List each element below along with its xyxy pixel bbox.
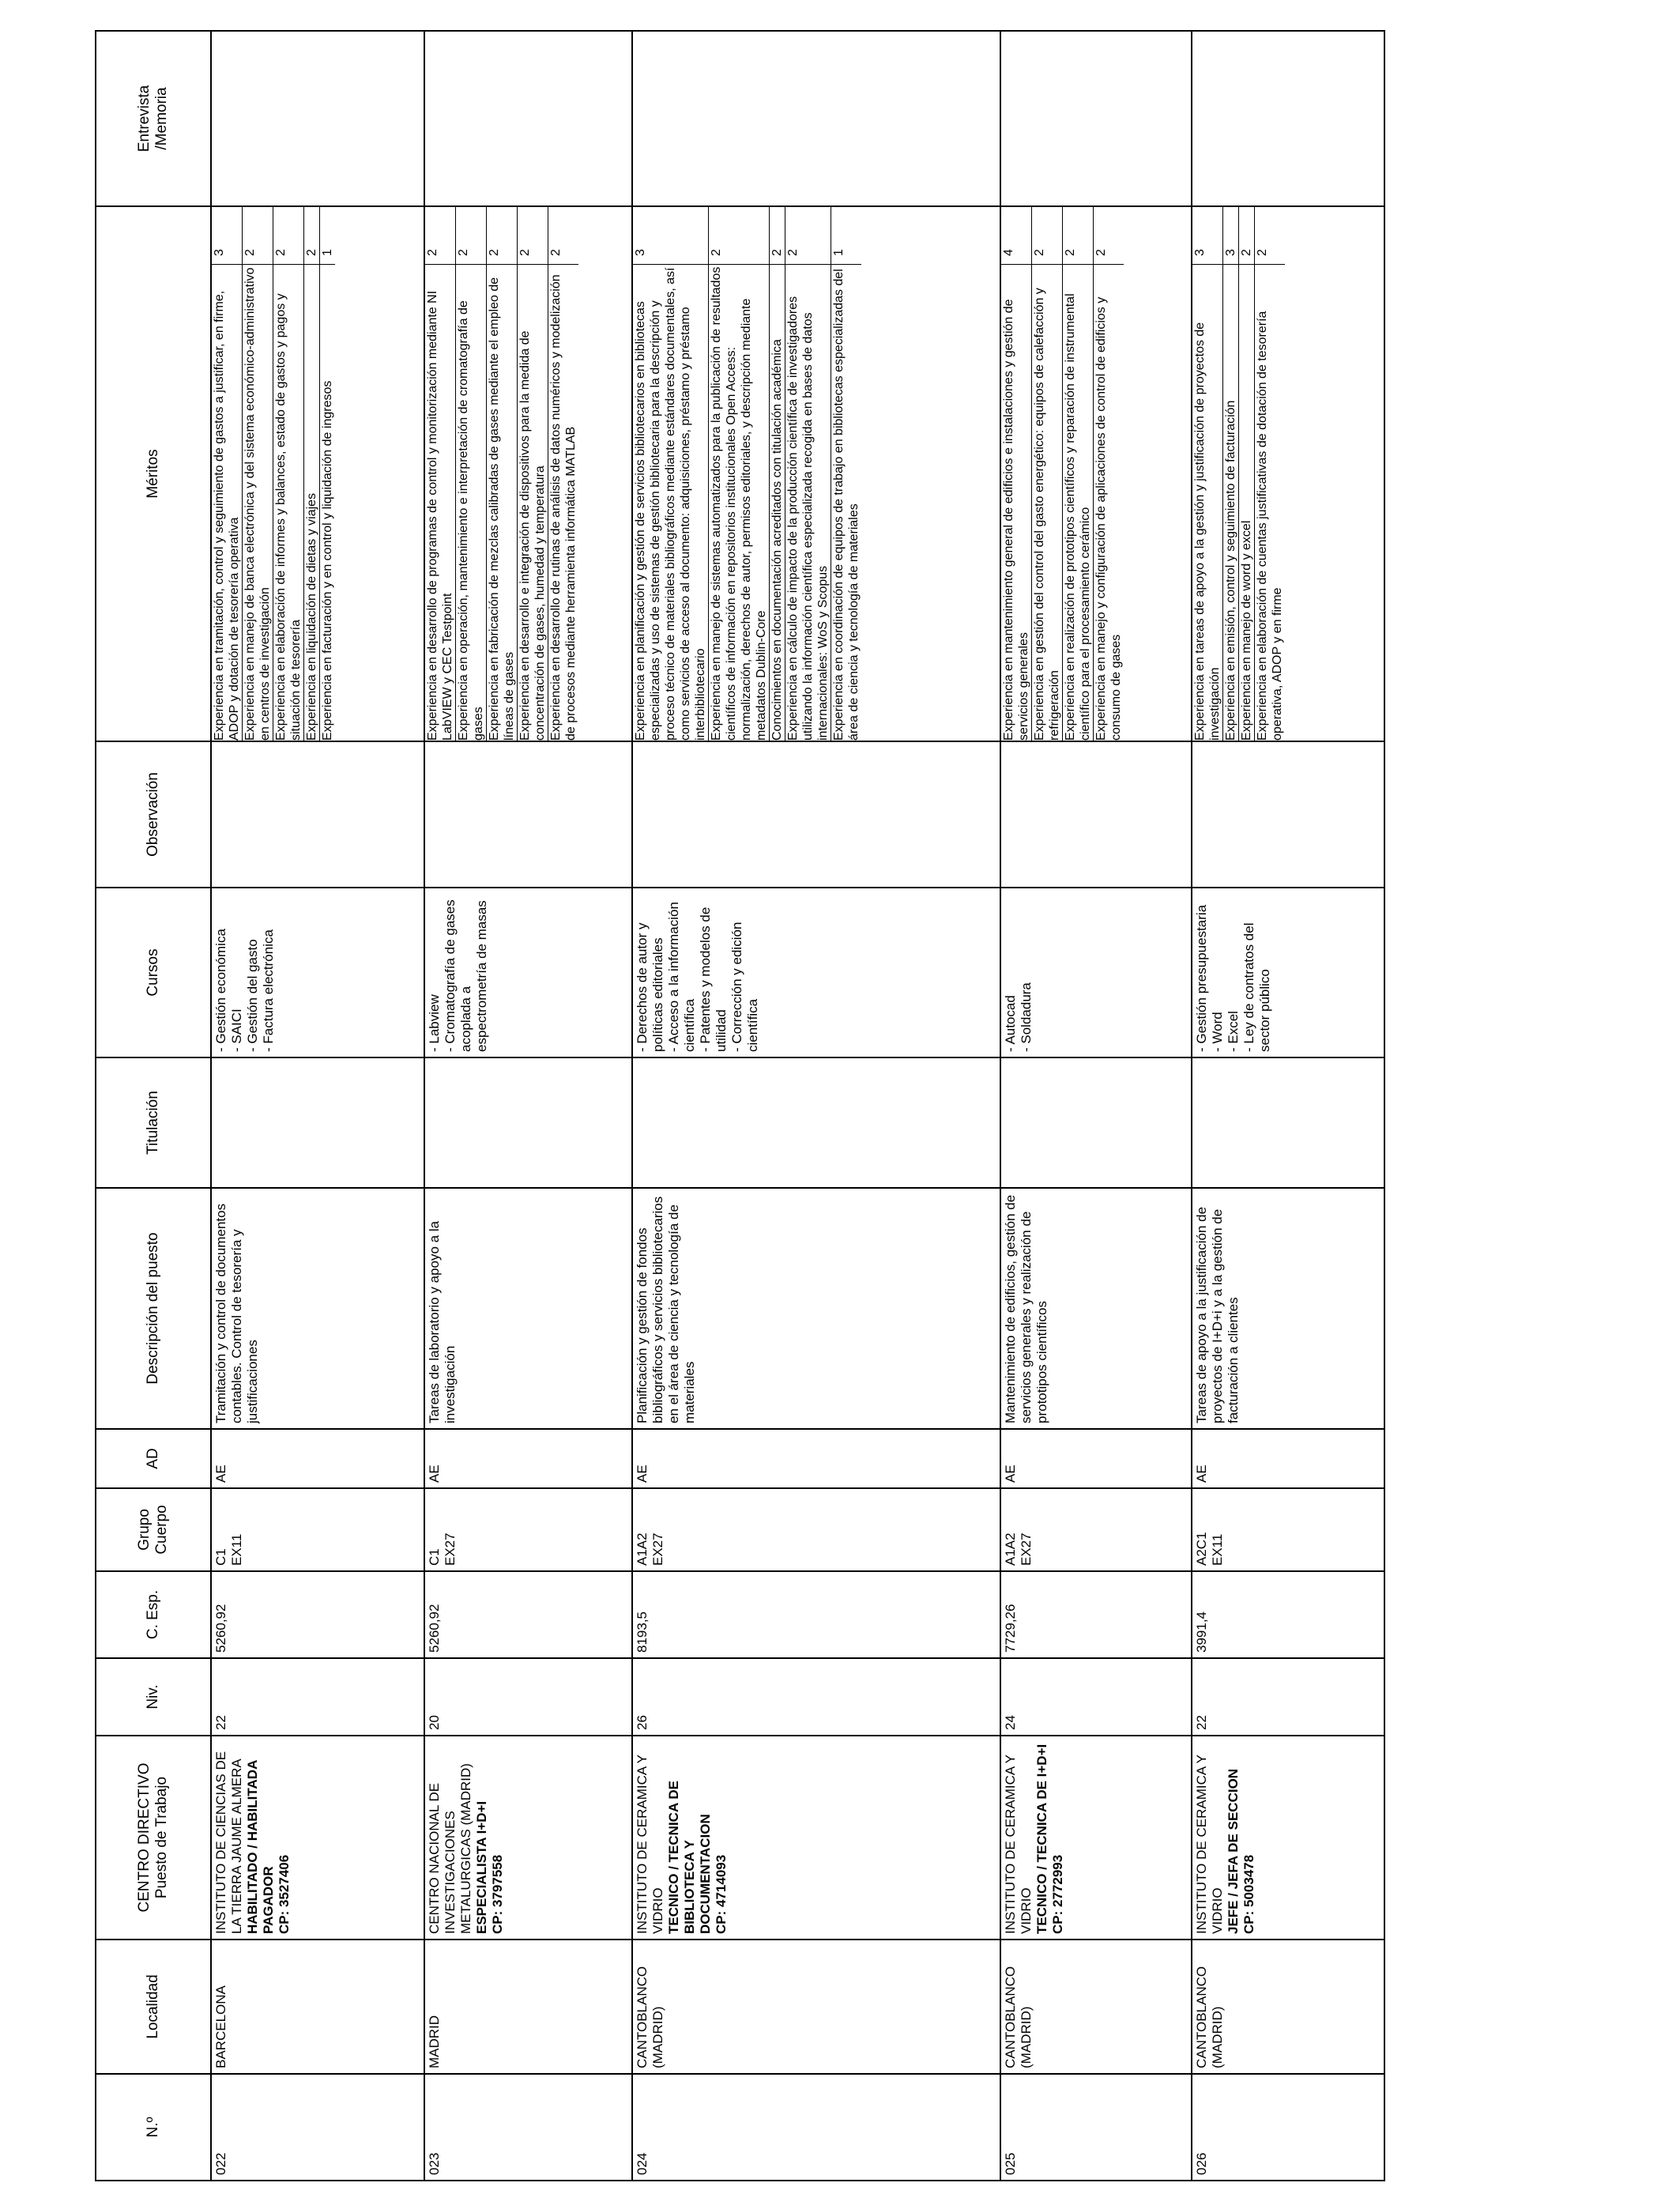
- merito-text: Experiencia en fabricación de mezclas calibradas de gases mediante el empleo de líneas de gases: [487, 265, 518, 741]
- cell-entrevista: [424, 31, 632, 206]
- merito-text: Experiencia en operación, mantenimiento e interpretación de cromatografía de gases: [456, 265, 487, 741]
- cell-cursos: [211, 888, 424, 1057]
- cell-meritos: [1000, 206, 1192, 741]
- cell-titulacion: [632, 1057, 1000, 1188]
- ad-value: AE: [1194, 1465, 1209, 1483]
- cell-observacion: [211, 741, 424, 888]
- row-number: 022: [213, 2152, 228, 2175]
- cell-cesp: [1000, 1571, 1192, 1658]
- cell-cesp: [632, 1571, 1000, 1658]
- merito-item: [1239, 207, 1255, 741]
- merito-text: Experiencia en desarrollo de programas de control y monitorización mediante NI LabVIEW y CEC Testpoint: [425, 265, 456, 741]
- cell-grupo: [424, 1488, 632, 1571]
- cell-observacion: [632, 741, 1000, 888]
- merito-points: 4: [1001, 207, 1032, 265]
- cell-ad: [632, 1429, 1000, 1488]
- merito-points: 2: [487, 207, 518, 265]
- cell-descripcion: [211, 1188, 424, 1429]
- merito-points: 1: [320, 207, 336, 265]
- grupo-cuerpo-value: A1A2 EX27: [1003, 1532, 1034, 1566]
- centro-name: INSTITUTO DE CERAMICA Y VIDRIO: [635, 1755, 665, 1934]
- descripcion-text: Tareas de apoyo a la justificación de proyectos de I+D+i y a la gestión de facturación a clientes: [1194, 1206, 1241, 1423]
- descripcion-text: Mantenimiento de edificios, gestión de servicios generales y realización de prototipos científicos: [1003, 1194, 1049, 1423]
- cell-titulacion: [211, 1057, 424, 1188]
- merito-text: Experiencia en emisión, control y seguimiento de facturación: [1223, 265, 1239, 741]
- merito-item: [518, 207, 548, 741]
- complemento-value: 5260,92: [427, 1604, 442, 1653]
- merito-item: [1032, 207, 1063, 741]
- merito-points: 2: [1239, 207, 1255, 265]
- cell-niv: [1000, 1658, 1192, 1736]
- merito-item: [1001, 207, 1032, 741]
- cell-grupo: [632, 1488, 1000, 1571]
- cp-code: CP: 3797558: [490, 1854, 505, 1934]
- cell-ad: [1000, 1429, 1192, 1488]
- header-descripcion: Descripción del puesto: [96, 1188, 211, 1429]
- header-cesp: C. Esp.: [96, 1571, 211, 1658]
- puesto-name: ESPECIALISTA I+D+I: [474, 1800, 489, 1934]
- header-niv: Niv.: [96, 1658, 211, 1736]
- nivel-value: 20: [427, 1715, 442, 1730]
- cursos-text: - Gestión presupuestaria - Word - Excel - Ley de contratos del sector público: [1194, 904, 1272, 1052]
- cell-descripcion: [424, 1188, 632, 1429]
- cell-num: [1000, 2074, 1192, 2181]
- cp-code: CP: 4714093: [714, 1854, 729, 1934]
- cell-meritos: [632, 206, 1000, 741]
- complemento-value: 7729,26: [1003, 1604, 1018, 1653]
- cell-cursos: [1192, 888, 1384, 1057]
- merito-item: [243, 207, 273, 741]
- cell-localidad: [1000, 1940, 1192, 2074]
- merito-text: Experiencia en tramitación, control y seguimiento de gastos a justificar, en firme, ADOP y dotación de tesorería operativa: [212, 265, 243, 741]
- merito-text: Experiencia en coordinación de equipos de trabajo en bibliotecas especializadas del área de ciencia y tecnología de materiales: [832, 269, 861, 741]
- cursos-text: - Gestión económica - SAICI - Gestión del gasto - Factura electrónica: [213, 929, 276, 1052]
- positions-table: [95, 30, 1385, 2181]
- centro-name: INSTITUTO DE CERAMICA Y VIDRIO: [1194, 1755, 1225, 1934]
- cell-grupo: [1192, 1488, 1384, 1571]
- ad-value: AE: [1003, 1465, 1018, 1483]
- row-number: 026: [1194, 2152, 1209, 2175]
- grupo-cuerpo-value: C1 EX27: [427, 1532, 458, 1566]
- cell-cursos: [424, 888, 632, 1057]
- nivel-value: 26: [635, 1715, 650, 1730]
- cell-grupo: [1000, 1488, 1192, 1571]
- cursos-text: - Derechos de autor y políticas editoriales - Acceso a la información científica - Patentes y modelos de utilidad - Corrección y edición científica: [635, 902, 760, 1052]
- cursos-text: - Labview - Cromatografía de gases acoplada a espectrometría de masas: [427, 899, 489, 1052]
- cell-niv: [424, 1658, 632, 1736]
- merito-item: [785, 207, 831, 741]
- descripcion-text: Planificación y gestión de fondos bibliográficos y servicios bibliotecarios en el área de ciencia y tecnología de materiales: [635, 1196, 697, 1423]
- cell-entrevista: [1192, 31, 1384, 206]
- cp-code: CP: 5003478: [1241, 1854, 1256, 1934]
- merito-item: [1192, 207, 1223, 741]
- merito-item: [548, 207, 579, 741]
- cp-code: CP: 2772993: [1050, 1854, 1065, 1934]
- nivel-value: 24: [1003, 1715, 1018, 1730]
- ad-value: AE: [427, 1465, 442, 1483]
- cell-meritos: [1192, 206, 1384, 741]
- cell-localidad: [424, 1940, 632, 2074]
- merito-points: 2: [1255, 207, 1286, 265]
- merito-points: 2: [243, 207, 273, 265]
- puesto-name: JEFE / JEFA DE SECCION: [1226, 1768, 1241, 1934]
- merito-points: 2: [548, 207, 579, 265]
- merito-item: [1094, 207, 1124, 741]
- cell-observacion: [1000, 741, 1192, 888]
- cell-cesp: [1192, 1571, 1384, 1658]
- cell-titulacion: [424, 1057, 632, 1188]
- cell-descripcion: [632, 1188, 1000, 1429]
- header-meritos: Méritos: [96, 206, 211, 741]
- merito-text: Experiencia en manejo de word y excel: [1239, 265, 1255, 741]
- localidad-text: CANTOBLANCO (MADRID): [635, 1966, 665, 2068]
- cell-centro: [1000, 1736, 1192, 1940]
- merito-points: 3: [633, 207, 709, 265]
- row-number: 024: [635, 2152, 650, 2175]
- meritos-list: [1001, 207, 1124, 741]
- puesto-name: TECNICO / TECNICA DE BIBLIOTECA Y DOCUMENTACION: [666, 1781, 713, 1934]
- table-row: [211, 31, 424, 2181]
- merito-item: [770, 207, 785, 741]
- cell-meritos: [424, 206, 632, 741]
- cell-num: [211, 2074, 424, 2181]
- merito-text: Experiencia en gestión del control del gasto energético: equipos de calefacción y refrigeración: [1032, 265, 1063, 741]
- cell-titulacion: [1000, 1057, 1192, 1188]
- merito-points: 2: [785, 207, 831, 265]
- merito-points: 3: [212, 207, 243, 265]
- merito-text: Experiencia en desarrollo de rutinas de análisis de datos numéricos y modelización de procesos mediante herramienta informática MATLAB: [549, 274, 578, 741]
- cell-localidad: [211, 1940, 424, 2074]
- merito-item: [831, 207, 862, 741]
- merito-points: 2: [273, 207, 304, 265]
- descripcion-text: Tramitación y control de documentos contables. Control de tesorería y justificaciones: [213, 1203, 260, 1423]
- nivel-value: 22: [1194, 1715, 1209, 1730]
- complemento-value: 5260,92: [213, 1604, 228, 1653]
- meritos-list: [425, 207, 578, 741]
- cell-centro: [1192, 1736, 1384, 1940]
- merito-points: 2: [709, 207, 770, 265]
- ad-value: AE: [635, 1465, 650, 1483]
- merito-points: 2: [770, 207, 785, 265]
- descripcion-text: Tareas de laboratorio y apoyo a la investigación: [427, 1220, 458, 1423]
- centro-name: CENTRO NACIONAL DE INVESTIGACIONES METALURGICAS (MADRID): [427, 1763, 473, 1934]
- cell-cursos: [632, 888, 1000, 1057]
- cell-niv: [211, 1658, 424, 1736]
- cell-observacion: [1192, 741, 1384, 888]
- merito-text: Experiencia en elaboración de informes y balances, estado de gastos y pagos y situación de tesorería: [273, 265, 304, 741]
- centro-name: INSTITUTO DE CIENCIAS DE LA TIERRA JAUME ALMERA: [213, 1751, 244, 1934]
- merito-text: Experiencia en cálculo de impacto de la producción científica de investigadores utilizando la información científica especializada recogida en bases de datos internacionales: WoS y Scopus: [785, 265, 831, 741]
- merito-points: 1: [831, 207, 862, 265]
- merito-text: Experiencia en manejo y configuración de aplicaciones de control de edificios y consumo de gases: [1094, 296, 1123, 741]
- merito-points: 2: [1032, 207, 1063, 265]
- cell-descripcion: [1000, 1188, 1192, 1429]
- localidad-text: CANTOBLANCO (MADRID): [1194, 1966, 1225, 2068]
- merito-points: 3: [1223, 207, 1239, 265]
- table-row: [632, 31, 1000, 2181]
- cursos-text: - Autocad - Soldadura: [1003, 982, 1034, 1052]
- merito-text: Experiencia en tareas de apoyo a la gestión y justificación de proyectos de investigación: [1192, 265, 1223, 741]
- cp-code: CP: 3527406: [277, 1854, 292, 1934]
- cell-observacion: [424, 741, 632, 888]
- nivel-value: 22: [213, 1715, 228, 1730]
- merito-text: Experiencia en manejo de banca electrónica y del sistema económico-administrativo en centros de investigación: [243, 265, 273, 741]
- merito-item: [1063, 207, 1094, 741]
- header-observacion: Observación: [96, 741, 211, 888]
- grupo-cuerpo-value: A1A2 EX27: [635, 1532, 665, 1566]
- merito-item: [273, 207, 304, 741]
- cell-cursos: [1000, 888, 1192, 1057]
- merito-item: [212, 207, 243, 741]
- merito-text: Experiencia en liquidación de dietas y viajes: [304, 265, 320, 741]
- header-entrevista: Entrevista /Memoria: [96, 31, 211, 206]
- merito-item: [304, 207, 320, 741]
- cell-num: [1192, 2074, 1384, 2181]
- merito-text: Experiencia en planificación y gestión de servicios bibliotecarios en bibliotecas especializadas y uso de sistemas de gestión bibliotecaria para la descripción y proceso técnico de materiales bibliográficos mediante estándares documentales, así como servicios de acceso al documento: adquisiciones, préstamo y préstamo interbibliotecario: [633, 265, 709, 741]
- cell-centro: [632, 1736, 1000, 1940]
- merito-points: 2: [456, 207, 487, 265]
- merito-points: 2: [1094, 207, 1124, 265]
- row-number: 025: [1003, 2152, 1018, 2175]
- cell-niv: [1192, 1658, 1384, 1736]
- header-row: [96, 31, 211, 2181]
- cell-ad: [1192, 1429, 1384, 1488]
- merito-text: Experiencia en manejo de sistemas automatizados para la publicación de resultados científicos de información en repositorios institucionales Open Access: normalización, derechos de autor, permisos editoriales, y descripción mediante metadatos Dublin-Core: [709, 265, 770, 741]
- table-row: [424, 31, 632, 2181]
- merito-text: Conocimientos en documentación acreditados con titulación académica: [770, 265, 785, 741]
- cell-cesp: [424, 1571, 632, 1658]
- cell-num: [632, 2074, 1000, 2181]
- merito-points: 2: [518, 207, 548, 265]
- ad-value: AE: [213, 1465, 228, 1483]
- merito-points: 2: [1063, 207, 1094, 265]
- meritos-list: [633, 207, 861, 741]
- merito-item: [456, 207, 487, 741]
- cell-niv: [632, 1658, 1000, 1736]
- merito-item: [320, 207, 336, 741]
- merito-item: [487, 207, 518, 741]
- localidad-text: MADRID: [427, 2015, 442, 2068]
- complemento-value: 8193,5: [635, 1612, 650, 1653]
- merito-text: Experiencia en elaboración de cuentas justificativas de dotación de tesorería operativa, ADOP y en firme: [1256, 311, 1284, 741]
- merito-text: Experiencia en realización de prototipos científicos y reparación de instrumental científico para el procesamiento cerámico: [1063, 265, 1094, 741]
- cell-entrevista: [632, 31, 1000, 206]
- cell-meritos: [211, 206, 424, 741]
- localidad-text: CANTOBLANCO (MADRID): [1003, 1966, 1034, 2068]
- cell-entrevista: [1000, 31, 1192, 206]
- row-number: 023: [427, 2152, 442, 2175]
- header-grupo: Grupo Cuerpo: [96, 1488, 211, 1571]
- header-cursos: Cursos: [96, 888, 211, 1057]
- merito-item: [425, 207, 456, 741]
- header-ad: AD: [96, 1429, 211, 1488]
- cell-grupo: [211, 1488, 424, 1571]
- cell-titulacion: [1192, 1057, 1384, 1188]
- merito-text: Experiencia en facturación y en control y liquidación de ingresos: [321, 380, 334, 741]
- table-row: [1192, 31, 1384, 2181]
- cell-centro: [211, 1736, 424, 1940]
- merito-text: Experiencia en desarrollo e integración de dispositivos para la medida de concentración de gases, humedad y temperatura: [518, 265, 548, 741]
- cell-num: [424, 2074, 632, 2181]
- table-row: [1000, 31, 1192, 2181]
- puesto-name: HABILITADO / HABILITADA PAGADOR: [245, 1760, 276, 1934]
- header-localidad: Localidad: [96, 1940, 211, 2074]
- puesto-name: TECNICO / TECNICA DE I+D+I: [1034, 1744, 1049, 1934]
- merito-points: 3: [1192, 207, 1223, 265]
- header-centro: CENTRO DIRECTIVO Puesto de Trabajo: [96, 1736, 211, 1940]
- cell-ad: [424, 1429, 632, 1488]
- merito-item: [1223, 207, 1239, 741]
- merito-item: [633, 207, 709, 741]
- cell-ad: [211, 1429, 424, 1488]
- meritos-list: [1192, 207, 1285, 741]
- merito-item: [1255, 207, 1286, 741]
- grupo-cuerpo-value: C1 EX11: [213, 1533, 244, 1566]
- merito-points: 2: [304, 207, 320, 265]
- header-titulacion: Titulación: [96, 1057, 211, 1188]
- merito-text: Experiencia en mantenimiento general de edificios e instalaciones y gestión de servicios generales: [1001, 265, 1032, 741]
- cell-centro: [424, 1736, 632, 1940]
- cell-descripcion: [1192, 1188, 1384, 1429]
- cell-localidad: [632, 1940, 1000, 2074]
- localidad-text: BARCELONA: [213, 1985, 228, 2068]
- complemento-value: 3991,4: [1194, 1612, 1209, 1653]
- merito-item: [709, 207, 770, 741]
- cell-cesp: [211, 1571, 424, 1658]
- merito-points: 2: [425, 207, 456, 265]
- header-num: N.º: [96, 2074, 211, 2181]
- grupo-cuerpo-value: A2C1 EX11: [1194, 1532, 1225, 1566]
- cell-localidad: [1192, 1940, 1384, 2074]
- cell-entrevista: [211, 31, 424, 206]
- centro-name: INSTITUTO DE CERAMICA Y VIDRIO: [1003, 1755, 1034, 1934]
- meritos-list: [212, 207, 335, 741]
